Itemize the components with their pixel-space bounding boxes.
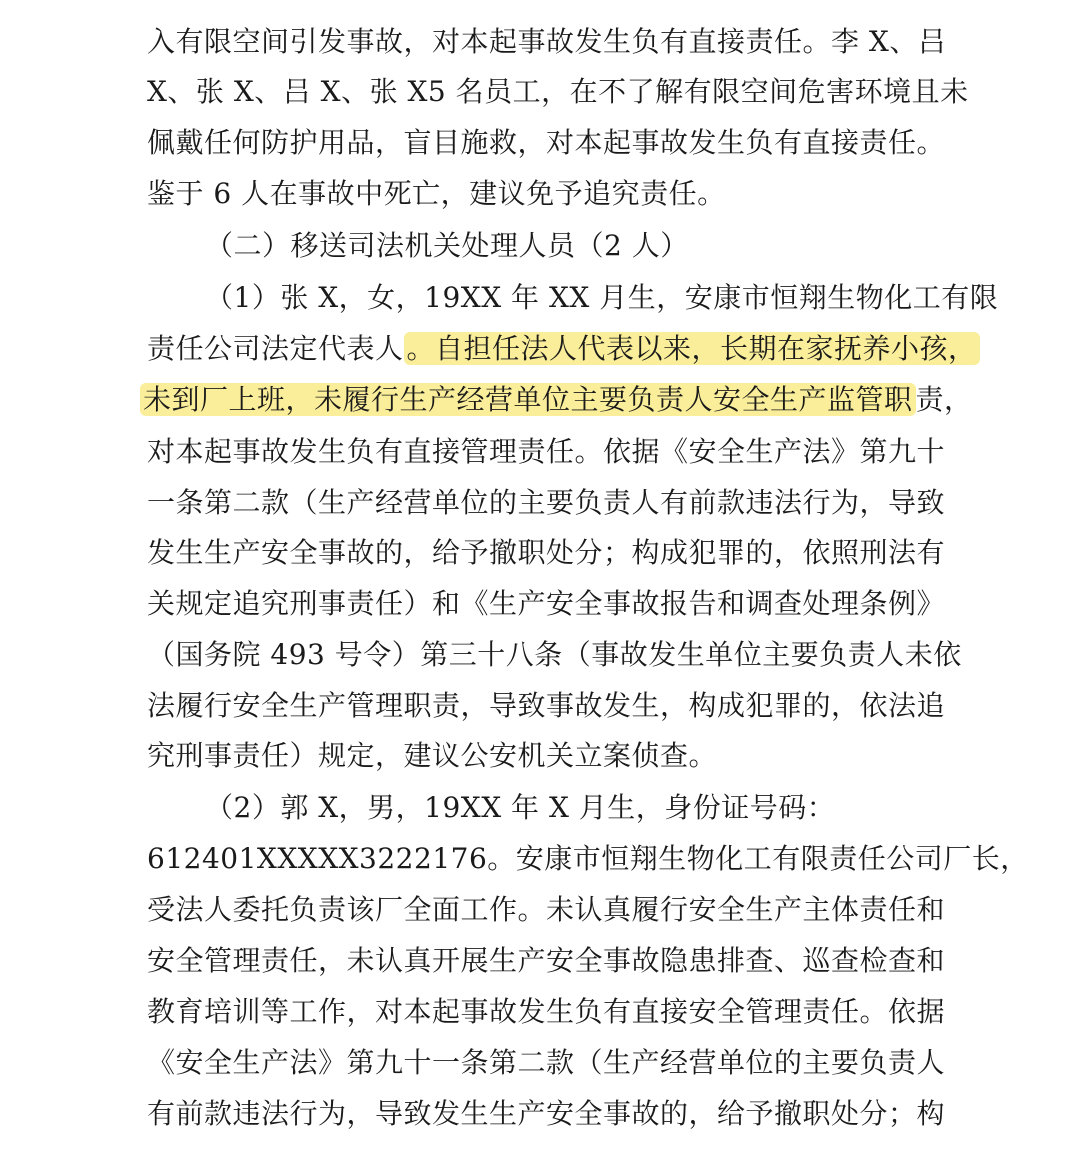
- highlight-mark: 未到厂上班，未履行生产经营单位主要负责人安全生产监管职: [140, 383, 916, 416]
- text-line-13: （国务院 493 号令）第三十八条（事故发生单位主要负责人未依: [147, 638, 962, 671]
- text-line-15: 究刑事责任）规定，建议公安机关立案侦查。: [147, 739, 718, 772]
- section-heading: （二）移送司法机关处理人员（2 人）: [205, 229, 689, 262]
- text-segment: 责，: [915, 383, 973, 416]
- text-line-17: 612401XXXXX3222176。安康市恒翔生物化工有限责任公司厂长，: [147, 842, 1029, 875]
- text-line-4: 鉴于 6 人在事故中死亡，建议免予追究责任。: [147, 177, 726, 210]
- text-line-18: 受法人委托负责该厂全面工作。未认真履行安全生产主体责任和: [147, 893, 946, 926]
- highlight-mark: 。自担任法人代表以来，长期在家抚养小孩，: [404, 332, 980, 365]
- text-line-10: 一条第二款（生产经营单位的主要负责人有前款违法行为，导致: [147, 486, 946, 519]
- paragraph-2-start: （2）郭 X，男，19XX 年 X 月生，身份证号码：: [205, 791, 836, 824]
- text-line-highlighted-2: [140, 380, 973, 420]
- text-line-20: 教育培训等工作，对本起事故发生负有直接安全管理责任。依据: [147, 995, 946, 1028]
- text-segment: 责任公司法定代表人: [147, 332, 404, 365]
- text-line-2: X、张 X、吕 X、张 X5 名员工，在不了解有限空间危害环境且未: [147, 75, 969, 108]
- text-line-14: 法履行安全生产管理职责，导致事故发生，构成犯罪的，依法追: [147, 689, 946, 722]
- text-line-1: 入有限空间引发事故，对本起事故发生负有直接责任。李 X、吕: [147, 25, 947, 58]
- text-line-11: 发生生产安全事故的，给予撤职处分；构成犯罪的，依照刑法有: [147, 536, 946, 569]
- text-line-21: 《安全生产法》第九十一条第二款（生产经营单位的主要负责人: [147, 1046, 946, 1079]
- text-line-22: 有前款违法行为，导致发生生产安全事故的，给予撤职处分；构: [147, 1097, 946, 1130]
- text-line-highlighted-1: [147, 329, 977, 369]
- text-line-19: 安全管理责任，未认真开展生产安全事故隐患排查、巡查检查和: [147, 944, 946, 977]
- text-line-3: 佩戴任何防护用品，盲目施救，对本起事故发生负有直接责任。: [147, 126, 946, 159]
- text-line-9: 对本起事故发生负有直接管理责任。依据《安全生产法》第九十: [147, 435, 946, 468]
- paragraph-1-start: （1）张 X，女，19XX 年 XX 月生，安康市恒翔生物化工有限: [205, 281, 999, 314]
- text-line-12: 关规定追究刑事责任）和《生产安全事故报告和调查处理条例》: [147, 587, 946, 620]
